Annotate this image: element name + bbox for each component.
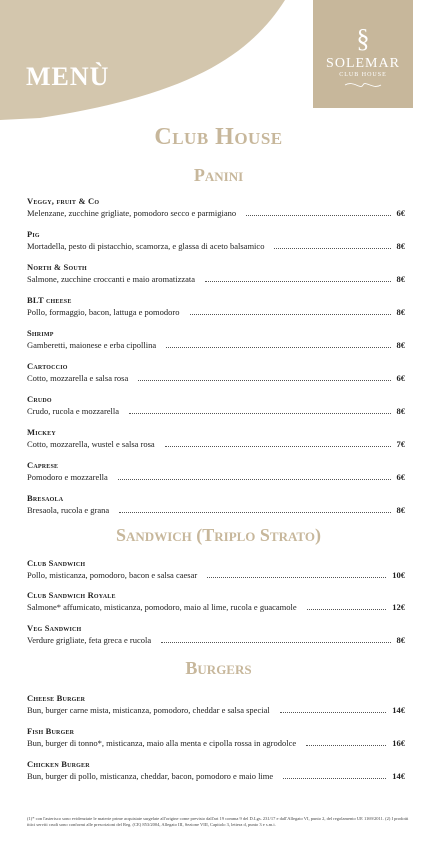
dot-leader [306,744,386,746]
menu-item-description: Verdure grigliate, feta greca e rucola [27,635,152,645]
menu-item-name: Pig [27,229,40,239]
menu-item-line [27,569,405,581]
menu-item-line [27,737,405,749]
menu-item-price: 8€ [396,307,405,317]
dot-leader [165,445,391,447]
menu-item [27,693,405,716]
menu-item-price: 8€ [396,505,405,515]
menu-item-line [27,273,405,285]
menu-item-description: Gamberetti, maionese e erba cipollina [27,340,157,350]
menu-item-line [27,634,405,646]
menu-item-price: 6€ [396,208,405,218]
dot-leader [166,346,390,348]
menu-item-description: Bun, burger di tonno*, misticanza, maio alla menta e cipolla rossa in agrodolce [27,738,297,748]
menu-item-name: BLT cheese [27,295,72,305]
menu-item-name: North & South [27,262,87,272]
menu-item [27,394,405,417]
dot-leader [138,379,390,381]
dot-leader [119,511,390,513]
menu-item-line [27,240,405,252]
menu-item-line [27,471,405,483]
menu-item-line [27,372,405,384]
logo-subtitle: CLUB HOUSE [339,72,387,78]
menu-item [27,590,405,613]
dot-leader [129,412,390,414]
menu-item [27,726,405,749]
menu-item-name: Shrimp [27,328,54,338]
menu-item-description: Mortadella, pesto di pistacchio, scamorza, e glassa di aceto balsamico [27,241,265,251]
menu-item-price: 14€ [392,705,405,715]
menu-item-name: Veggy, fruit & Co [27,196,100,206]
menu-item-line [27,405,405,417]
menu-item [27,328,405,351]
menu-item-description: Pollo, formaggio, bacon, lattuga e pomodoro [27,307,180,317]
menu-item-line [27,207,405,219]
menu-item [27,361,405,384]
menu-item-description: Salmone* affumicato, misticanza, pomodoro, maio al lime, rucola e guacamole [27,602,297,612]
menu-item-line [27,601,405,613]
menu-item-price: 8€ [396,241,405,251]
dot-leader [283,777,386,779]
menu-item-description: Melenzane, zucchine grigliate, pomodoro secco e parmigiano [27,208,237,218]
menu-item-price: 10€ [392,570,405,580]
dot-leader [161,641,390,643]
menu-item [27,558,405,581]
menu-item-description: Cotto, mozzarella e salsa rosa [27,373,129,383]
menu-item-description: Pollo, misticanza, pomodoro, bacon e salsa caesar [27,570,198,580]
logo-monogram: § [356,24,370,53]
menu-item-description: Bun, burger carne mista, misticanza, pomodoro, cheddar e salsa special [27,705,270,715]
menu-item [27,262,405,285]
menu-item-name: Crudo [27,394,52,404]
menu-item-name: Fish Burger [27,726,75,736]
logo-name: SOLEMAR [326,56,400,71]
footnote: (1)* con l'asterisco sono evidenziate le materie prime acquistate surgelate all'origine come previsto dall'art 19 comma 9 del D.Lgs. 231/17 e dall'Allegato VI, punto 2, del regolamento UE 1169/2011. (2) I prodotti ittici serviti crudi sono conformi alle prescrizioni del Reg. (CE) 853/2004, Allegato III, Sezione VIII, Capitolo 3, lettera d, punto 3 e s.m.i. [27,816,409,827]
dot-leader [274,247,390,249]
section-title: Panini [193,165,244,185]
menu-item [27,196,405,219]
menu-item-description: Pomodoro e mozzarella [27,472,108,482]
menu-item [27,427,405,450]
menu-item-price: 8€ [396,635,405,645]
menu-item-line [27,704,405,716]
menu-item-name: Caprese [27,460,59,470]
menu-item-price: 6€ [396,472,405,482]
menu-item-price: 8€ [396,340,405,350]
menu-item-name: Bresaola [27,493,64,503]
menu-item [27,759,405,782]
menu-item [27,623,405,646]
menu-item-price: 7€ [396,439,405,449]
menu-item [27,229,405,252]
dot-leader [190,313,391,315]
page-title: Club House [154,124,283,150]
menu-item [27,493,405,516]
menu-item-name: Veg Sandwich [27,623,82,633]
section-title: Burgers [185,658,252,678]
menu-item-name: Mickey [27,427,56,437]
dot-leader [205,280,390,282]
menu-item-name: Cheese Burger [27,693,86,703]
menu-item-price: 12€ [392,602,405,612]
menu-item-name: Chicken Burger [27,759,90,769]
menu-item-description: Cotto, mozzarella, wustel e salsa rosa [27,439,155,449]
dot-leader [118,478,391,480]
menu-item-price: 16€ [392,738,405,748]
menu-item [27,460,405,483]
solemar-logo [313,0,413,108]
menu-item-price: 6€ [396,373,405,383]
menu-item-description: Salmone, zucchine croccanti e maio aromatizzata [27,274,196,284]
menu-item-name: Club Sandwich [27,558,86,568]
dot-leader [307,608,387,610]
menu-title: MENÙ [26,62,110,91]
menu-item-line [27,339,405,351]
logo-swirl-icon [343,80,383,90]
menu-item-line [27,306,405,318]
section-title: Sandwich (Triplo Strato) [116,525,321,545]
menu-item-line [27,770,405,782]
menu-item-description: Crudo, rucola e mozzarella [27,406,120,416]
menu-item [27,295,405,318]
menu-item-name: Cartoccio [27,361,68,371]
dot-leader [246,214,390,216]
menu-item-line [27,504,405,516]
menu-item-price: 8€ [396,274,405,284]
menu-item-description: Bresaola, rucola e grana [27,505,110,515]
menu-item-name: Club Sandwich Royale [27,590,116,600]
dot-leader [207,576,386,578]
menu-item-price: 14€ [392,771,405,781]
menu-item-line [27,438,405,450]
menu-item-description: Bun, burger di pollo, misticanza, cheddar, bacon, pomodoro e maio lime [27,771,274,781]
menu-item-price: 8€ [396,406,405,416]
dot-leader [280,711,387,713]
